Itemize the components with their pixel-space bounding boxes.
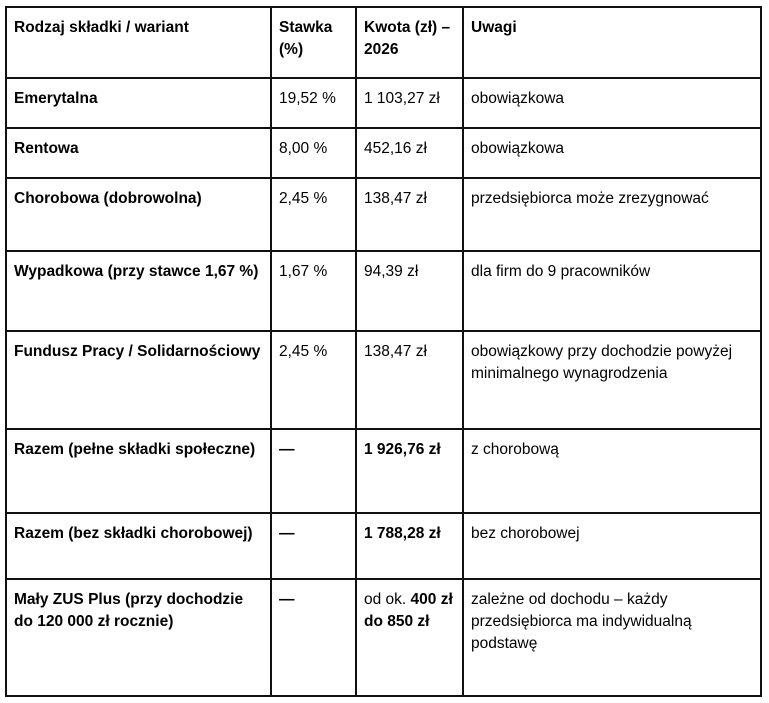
cell-contribution-notes: obowiązkowa (464, 79, 760, 129)
cell-contribution-notes: przedsiębiorca może zrezygnować (464, 179, 760, 252)
cell-contribution-amount: 1 103,27 zł (357, 79, 464, 129)
cell-contribution-notes: bez chorobowej (464, 514, 760, 580)
cell-contribution-amount: 138,47 zł (357, 179, 464, 252)
cell-contribution-rate: 2,45 % (272, 332, 357, 430)
amount-prefix-text: od ok. (364, 591, 411, 608)
table-header (7, 8, 760, 79)
table-row (7, 514, 760, 580)
table-row (7, 332, 760, 430)
table-row (7, 79, 760, 129)
cell-contribution-rate: — (272, 514, 357, 580)
table-row (7, 252, 760, 332)
table-header-row (7, 8, 760, 79)
cell-contribution-notes: dla firm do 9 pracowników (464, 252, 760, 332)
zus-contributions-table-container (5, 6, 762, 693)
cell-contribution-type: Emerytalna (7, 79, 272, 129)
column-header-rate: Stawka (%) (272, 8, 357, 79)
table-body (7, 79, 760, 695)
cell-contribution-rate: — (272, 430, 357, 514)
cell-contribution-rate: 2,45 % (272, 179, 357, 252)
cell-contribution-type: Rentowa (7, 129, 272, 179)
cell-contribution-amount: 1 926,76 zł (357, 430, 464, 514)
cell-contribution-amount: 138,47 zł (357, 332, 464, 430)
cell-contribution-type: Razem (bez składki chorobowej) (7, 514, 272, 580)
cell-contribution-rate: 8,00 % (272, 129, 357, 179)
cell-contribution-rate: — (272, 580, 357, 695)
cell-contribution-type: Wypadkowa (przy stawce 1,67 %) (7, 252, 272, 332)
column-header-amount: Kwota (zł) – 2026 (357, 8, 464, 79)
table-row (7, 580, 760, 695)
cell-contribution-notes: obowiązkowy przy dochodzie powyżej minimalnego wynagrodzenia (464, 332, 760, 430)
table-row (7, 129, 760, 179)
cell-contribution-notes: obowiązkowa (464, 129, 760, 179)
cell-contribution-rate: 19,52 % (272, 79, 357, 129)
cell-contribution-amount: 94,39 zł (357, 252, 464, 332)
zus-contributions-table (5, 6, 762, 697)
cell-contribution-notes: z chorobową (464, 430, 760, 514)
cell-contribution-rate: 1,67 % (272, 252, 357, 332)
cell-contribution-type: Mały ZUS Plus (przy dochodzie do 120 000 zł rocznie) (7, 580, 272, 695)
table-row (7, 430, 760, 514)
cell-contribution-notes: zależne od dochodu – każdy przedsiębiorca ma indywidualną podstawę (464, 580, 760, 695)
cell-contribution-type: Razem (pełne składki społeczne) (7, 430, 272, 514)
cell-contribution-type: Chorobowa (dobrowolna) (7, 179, 272, 252)
cell-contribution-amount: 452,16 zł (357, 129, 464, 179)
column-header-notes: Uwagi (464, 8, 760, 79)
cell-contribution-amount (357, 580, 464, 695)
cell-contribution-amount: 1 788,28 zł (357, 514, 464, 580)
amount-range-text: 400 zł do 850 zł (364, 591, 453, 630)
column-header-type: Rodzaj składki / wariant (7, 8, 272, 79)
cell-contribution-type: Fundusz Pracy / Solidarnościowy (7, 332, 272, 430)
table-row (7, 179, 760, 252)
